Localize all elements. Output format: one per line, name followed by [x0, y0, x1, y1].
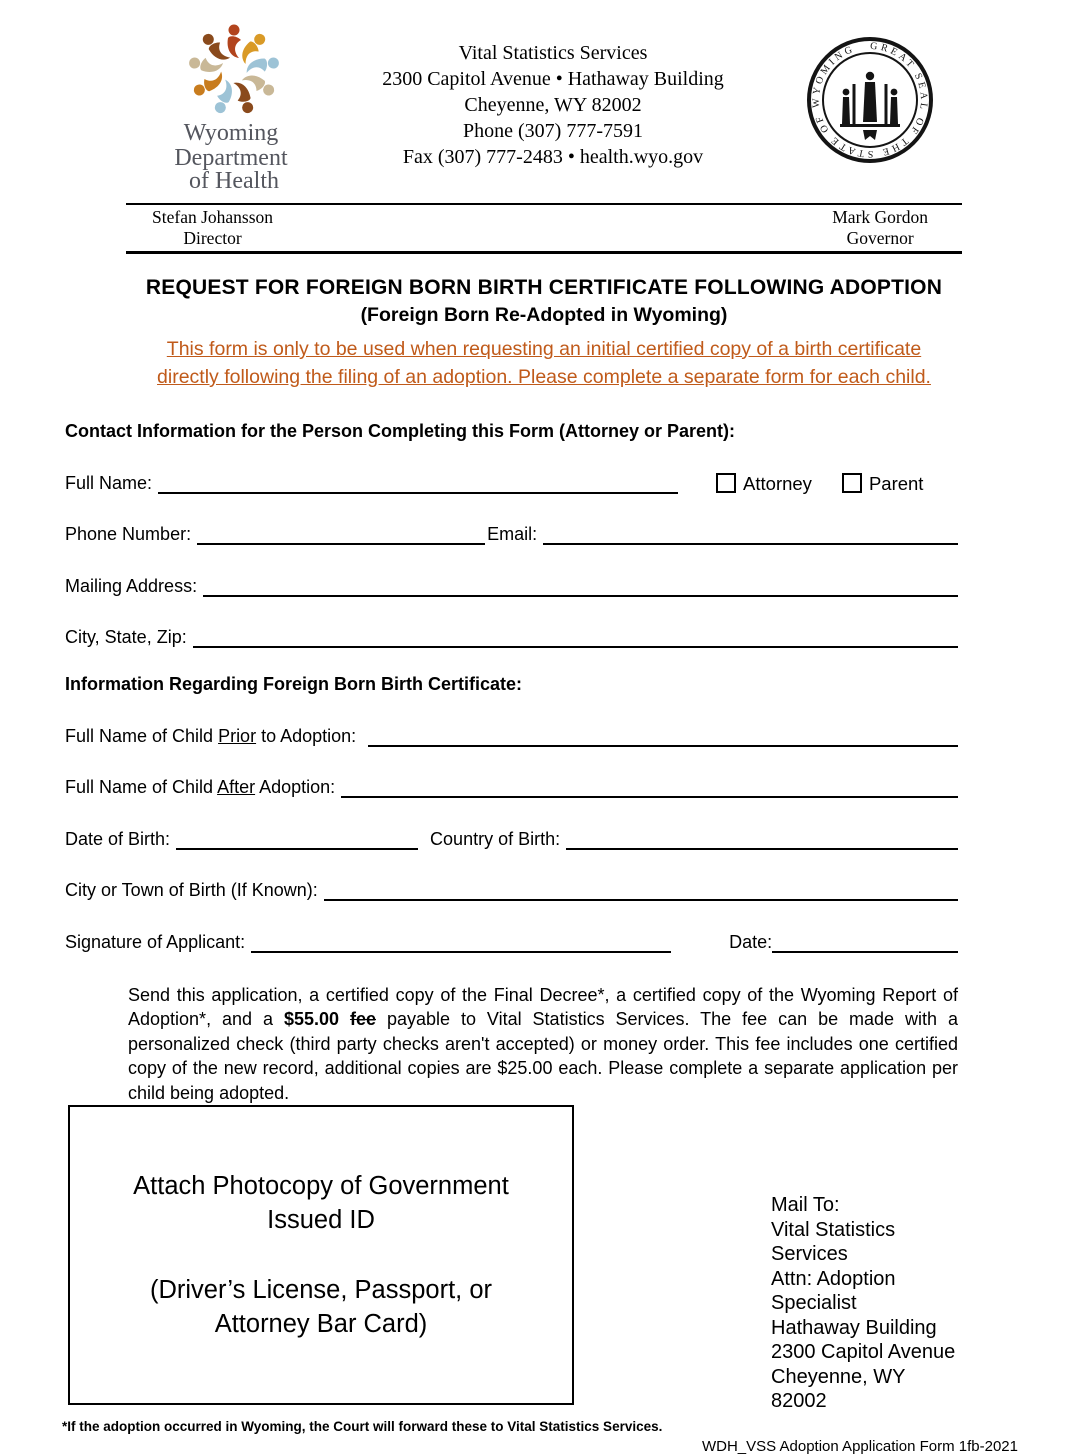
address-line: Fax (307) 777-2483 • health.wyo.gov	[402, 146, 704, 168]
form-subtitle: (Foreign Born Re-Adopted in Wyoming)	[360, 304, 728, 326]
governor-name: Mark Gordon	[832, 207, 928, 227]
letterhead	[0, 0, 1088, 197]
parent-option[interactable]	[842, 473, 924, 494]
state-seal-icon	[804, 34, 936, 166]
attach-id-text: Attach Photocopy of Government Issued ID	[133, 1172, 509, 1234]
mailing-address-row	[65, 574, 958, 597]
contact-section-heading: Contact Information for the Person Completing this Form (Attorney or Parent):	[65, 421, 736, 441]
mailing-address-label: Mailing Address:	[65, 575, 198, 596]
address-line: Vital Statistics Services	[458, 42, 648, 64]
phone-label: Phone Number:	[65, 524, 192, 544]
address-line: Cheyenne, WY 82002	[464, 94, 642, 116]
address-line: Phone (307) 777-7591	[463, 120, 643, 142]
attorney-checkbox[interactable]	[716, 473, 736, 493]
country-of-birth-input-line[interactable]	[566, 827, 958, 850]
fee-amount: $55.00	[283, 1009, 340, 1029]
name-after-input-line[interactable]	[341, 775, 958, 798]
officials-row	[126, 205, 962, 251]
attorney-label: Attorney	[743, 472, 812, 494]
mail-to-line: Hathaway Building	[771, 1316, 937, 1339]
city-state-zip-row	[65, 625, 958, 648]
phone-email-row	[65, 522, 958, 545]
city-of-birth-row	[65, 878, 958, 901]
attach-id-examples: (Driver’s License, Passport, or Attorney Bar Card)	[149, 1276, 492, 1338]
header-divider-bottom	[126, 251, 962, 254]
wyoming-state-seal	[804, 34, 936, 197]
director-name: Stefan Johansson	[152, 207, 274, 227]
city-state-zip-label: City, State, Zip:	[65, 627, 187, 647]
wdh-logo-graphic	[166, 14, 302, 192]
name-prior-row	[65, 724, 958, 747]
asterisk-footnote: *If the adoption occurred in Wyoming, the Court will forward these to Vital Statistics Services.	[62, 1418, 663, 1434]
mail-to-line: Vital Statistics Services	[771, 1218, 896, 1265]
signature-label: Signature of Applicant:	[65, 931, 246, 952]
email-input-line[interactable]	[543, 522, 958, 545]
phone-input-line[interactable]	[197, 522, 485, 545]
date-of-birth-input-line[interactable]	[176, 827, 418, 850]
date-of-birth-label: Date of Birth:	[65, 828, 171, 849]
city-state-zip-input-line[interactable]	[193, 625, 958, 648]
attach-id-box	[68, 1105, 574, 1405]
name-prior-input-line[interactable]	[368, 724, 958, 747]
parent-label: Parent	[868, 472, 924, 494]
wdh-logo	[166, 14, 302, 197]
mail-to-block	[771, 1193, 958, 1414]
email-label: Email:	[487, 524, 538, 544]
full-name-label: Full Name:	[65, 472, 153, 493]
mail-to-line: Cheyenne, WY 82002	[771, 1365, 906, 1412]
city-of-birth-input-line[interactable]	[324, 878, 958, 901]
agency-address-block	[302, 14, 804, 197]
mail-to-line: Mail To:	[771, 1194, 840, 1216]
date-label: Date:	[729, 931, 773, 952]
name-after-label: Full Name of Child After Adoption:	[65, 777, 336, 797]
form-code: WDH_VSS Adoption Application Form 1fb-2021	[701, 1437, 1018, 1455]
role-checkbox-group	[716, 473, 923, 494]
usage-notice	[0, 335, 1088, 391]
mail-to-line: 2300 Capitol Avenue	[771, 1341, 956, 1363]
people-circle-icon	[188, 25, 280, 116]
full-name-row	[65, 471, 958, 494]
usage-notice-line2: directly following the filing of an adoption. Please complete a separate form for each child.	[157, 366, 931, 388]
governor-title: Governor	[846, 228, 914, 248]
fee-word: fee	[349, 1009, 376, 1029]
director-block	[152, 207, 273, 249]
name-after-row	[65, 775, 958, 798]
date-input-line[interactable]	[772, 930, 958, 953]
birth-row	[65, 827, 958, 850]
info-section-heading: Information Regarding Foreign Born Birth Certificate:	[65, 674, 523, 694]
governor-block	[832, 207, 928, 249]
seal-ring-text: GREAT SEAL OF THE STATE OF WYOMING	[810, 40, 930, 160]
name-prior-label: Full Name of Child Prior to Adoption:	[65, 725, 357, 746]
signature-row	[65, 930, 958, 953]
logo-text: Wyoming Department of Health	[174, 120, 288, 194]
director-title: Director	[183, 228, 242, 248]
address-line: 2300 Capitol Avenue • Hathaway Building	[382, 68, 724, 90]
city-of-birth-label: City or Town of Birth (If Known):	[65, 880, 318, 900]
usage-notice-line1: This form is only to be used when requesting an initial certified copy of a birth certificate	[166, 338, 922, 360]
mail-to-line: Attn: Adoption Specialist	[771, 1267, 896, 1314]
signature-input-line[interactable]	[251, 930, 671, 953]
country-of-birth-label: Country of Birth:	[430, 828, 561, 849]
seal-emblem	[840, 72, 900, 140]
submission-instructions: Send this application, a certified copy of the Final Decree*, a certified copy of the Wyoming Report of Adoption*, and a $55.00 fee payable to Vital Statistics Services. The fee can be made with a personalized check (third party checks aren't accepted) or money order. This fee includes one certified copy of the new record, additional copies are $25.00 each. Please complete a separate application per child being adopted.	[128, 984, 958, 1103]
full-name-input-line[interactable]	[158, 471, 678, 494]
attorney-option[interactable]	[716, 473, 812, 494]
mailing-address-input-line[interactable]	[203, 574, 958, 597]
parent-checkbox[interactable]	[842, 473, 862, 493]
form-title: REQUEST FOR FOREIGN BORN BIRTH CERTIFICATE FOLLOWING ADOPTION	[145, 276, 943, 299]
